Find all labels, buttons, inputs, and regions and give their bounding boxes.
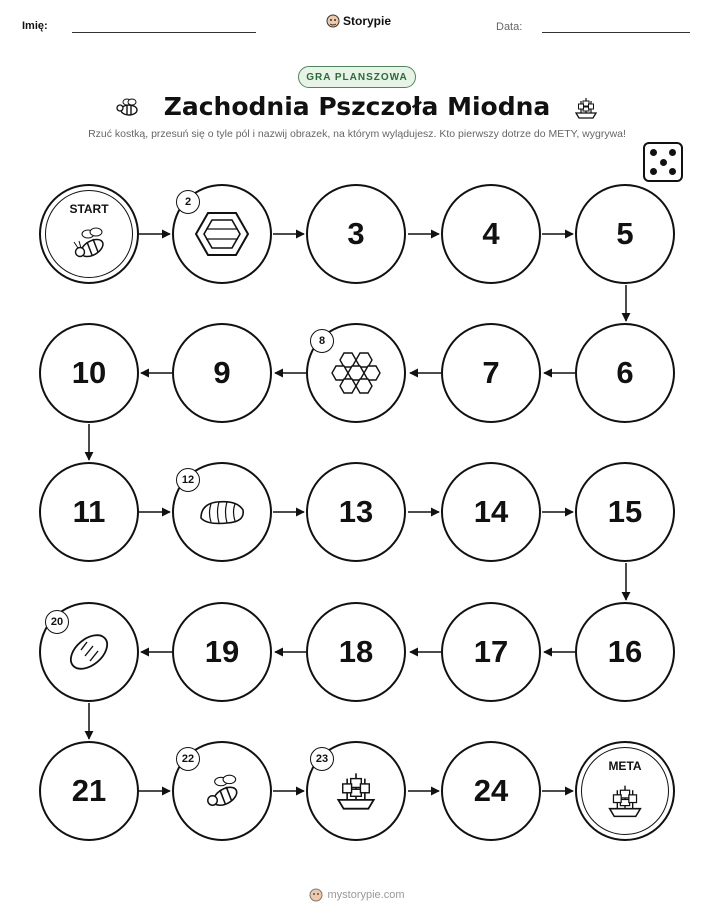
honeycomb-icon xyxy=(330,351,382,395)
date-label: Data: xyxy=(496,21,523,33)
board-cell-18[interactable] xyxy=(306,602,406,702)
cell-number-tag: 2 xyxy=(176,190,200,214)
board-cell-9[interactable] xyxy=(172,323,272,423)
cell-number: 5 xyxy=(616,216,634,251)
board-cell-11[interactable] xyxy=(39,462,139,562)
bread-icon xyxy=(65,628,113,676)
cell-number: 14 xyxy=(473,494,509,529)
board-cell-2[interactable] xyxy=(172,184,272,284)
cell-number: 19 xyxy=(204,634,240,669)
board-cell-14[interactable] xyxy=(441,462,541,562)
board-cell-4[interactable] xyxy=(441,184,541,284)
start-cell[interactable] xyxy=(39,184,139,284)
board-cell-10[interactable] xyxy=(39,323,139,423)
larva-icon xyxy=(197,496,247,528)
instructions: Rzuć kostką, przesuń się o tyle pól i nazwij obrazek, na którym wylądujesz. Kto pierwszy dotrze do METY, wygrywa! xyxy=(88,128,626,140)
cell-number: 7 xyxy=(482,355,500,390)
board-cell-12[interactable] xyxy=(172,462,272,562)
cell-number-tag: 8 xyxy=(310,329,334,353)
cell-number-tag: 12 xyxy=(176,468,200,492)
cell-number-tag: 22 xyxy=(176,747,200,771)
footer-url[interactable]: mystorypie.com xyxy=(327,889,405,901)
board-cell-17[interactable] xyxy=(441,602,541,702)
cell-number: 21 xyxy=(71,773,107,808)
board-cell-23[interactable] xyxy=(306,741,406,841)
board-cell-19[interactable] xyxy=(172,602,272,702)
board-cell-16[interactable] xyxy=(575,602,675,702)
finish-label: META xyxy=(608,759,642,773)
name-label: Imię: xyxy=(22,20,48,32)
board-cell-8[interactable] xyxy=(306,323,406,423)
board-cell-5[interactable] xyxy=(575,184,675,284)
honeycomb-cell-icon xyxy=(194,210,250,258)
cell-number: 17 xyxy=(473,634,509,669)
board-cell-24[interactable] xyxy=(441,741,541,841)
cell-number: 18 xyxy=(338,634,374,669)
cell-number: 4 xyxy=(482,216,500,251)
cell-number: 6 xyxy=(616,355,634,390)
board-cell-13[interactable] xyxy=(306,462,406,562)
cell-number: 9 xyxy=(213,355,231,390)
ship-icon xyxy=(332,768,380,814)
cell-number: 13 xyxy=(338,494,374,529)
brand-name: Storypie xyxy=(343,14,392,28)
board-cell-20[interactable] xyxy=(39,602,139,702)
cell-number-tag: 20 xyxy=(45,610,69,634)
finish-cell[interactable] xyxy=(575,741,675,841)
title-text: Zachodnia Pszczoła Miodna xyxy=(163,92,551,121)
cell-number: 16 xyxy=(607,634,643,669)
bee-icon xyxy=(68,224,110,262)
cell-number: 3 xyxy=(347,216,365,251)
ship-icon xyxy=(605,781,645,821)
board-cell-3[interactable] xyxy=(306,184,406,284)
cell-number: 10 xyxy=(71,355,107,390)
storypie-mascot-icon xyxy=(309,888,323,902)
board-cell-21[interactable] xyxy=(39,741,139,841)
board-cell-15[interactable] xyxy=(575,462,675,562)
footer xyxy=(0,888,714,902)
board-cell-7[interactable] xyxy=(441,323,541,423)
start-label: START xyxy=(69,202,109,216)
cell-number: 11 xyxy=(72,494,106,529)
cell-number: 24 xyxy=(473,773,509,808)
board-cell-6[interactable] xyxy=(575,323,675,423)
cell-number: 15 xyxy=(607,494,643,529)
cell-number-tag: 23 xyxy=(310,747,334,771)
board-cell-22[interactable] xyxy=(172,741,272,841)
game-type-badge: GRA PLANSZOWA xyxy=(298,66,416,88)
bee-icon xyxy=(199,771,245,811)
